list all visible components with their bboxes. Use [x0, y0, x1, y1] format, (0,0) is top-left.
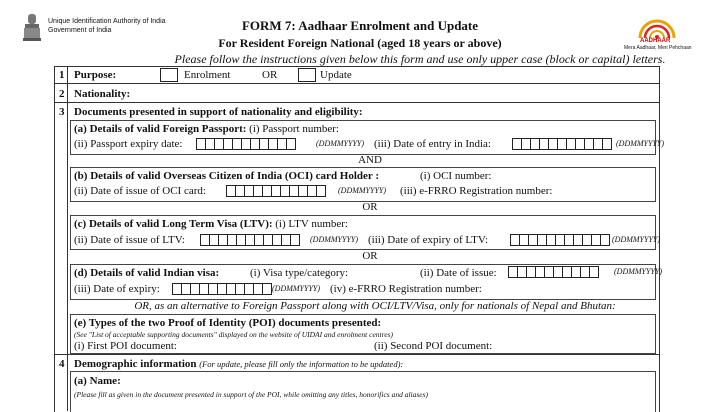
passport-number-field[interactable] — [346, 122, 650, 134]
aadhaar-logo-icon — [632, 10, 682, 50]
org-line2: Government of India — [48, 27, 112, 34]
ltv-issue-label: (ii) Date of issue of LTV: — [74, 234, 185, 246]
ltv-issue-format: (DDMMYYYY) — [310, 235, 359, 244]
form-subtitle: For Resident Foreign National (aged 18 years or above) — [218, 36, 502, 50]
visa-type-label: (i) Visa type/category: — [250, 267, 349, 279]
visa-expiry-format: (DDMMYYYY) — [272, 284, 321, 293]
visa-issue-format: (DDMMYYYY) — [614, 267, 663, 276]
update-checkbox[interactable] — [298, 68, 316, 82]
oci-issue-cells[interactable] — [226, 185, 325, 197]
row-number-1: 1 — [59, 69, 65, 81]
ltv-number-label: (i) LTV number: — [275, 218, 348, 230]
form-title: FORM 7: Aadhaar Enrolment and Update — [241, 18, 479, 33]
nepal-bhutan-note: OR, as an alternative to Foreign Passport along with OCI/LTV/Visa, only for nationals of Nepal and Bhutan: — [134, 300, 616, 312]
demographic-note: (For update, please fill only the information to be updated): — [199, 359, 404, 369]
visa-issue-cells[interactable] — [508, 266, 598, 278]
passport-expiry-label: (ii) Passport expiry date: — [74, 138, 183, 150]
instruction-text: Please follow the instructions given below this form and use only upper case (block or capital) letters. — [174, 52, 666, 66]
oci-number-label: (i) OCI number: — [420, 170, 492, 182]
visa-frro-label: (iv) e-FRRO Registration number: — [330, 283, 482, 295]
documents-label: Documents presented in support of nationality and eligibility: — [74, 106, 363, 118]
purpose-or: OR — [262, 69, 278, 81]
section-b-head: (b) Details of valid Overseas Citizen of India (OCI) card Holder : — [74, 170, 380, 182]
visa-type-field[interactable] — [356, 266, 416, 278]
second-poi-field[interactable] — [504, 339, 650, 351]
passport-expiry-format: (DDMMYYYY) — [316, 139, 365, 148]
passport-number-label: (i) Passport number: — [249, 123, 339, 135]
row-number-2: 2 — [59, 88, 65, 100]
ltv-expiry-cells[interactable] — [510, 234, 609, 246]
oci-issue-label: (ii) Date of issue of OCI card: — [74, 185, 206, 197]
section-c-head: (c) Details of valid Long Term Visa (LTV): (i) LTV number: — [74, 218, 348, 230]
visa-expiry-cells[interactable] — [172, 283, 271, 295]
ltv-number-field[interactable] — [382, 217, 650, 229]
entry-date-label: (iii) Date of entry in India: — [374, 138, 491, 150]
oci-issue-format: (DDMMYYYY) — [338, 186, 387, 195]
org-line1: Unique Identification Authority of India — [48, 18, 166, 25]
passport-expiry-cells[interactable] — [196, 138, 295, 150]
ltv-issue-cells[interactable] — [200, 234, 299, 246]
or-separator-1: OR — [362, 201, 378, 213]
row-number-4: 4 — [59, 358, 65, 370]
purpose-label: Purpose: — [74, 69, 117, 81]
or-separator-2: OR — [362, 250, 378, 262]
nationality-field[interactable] — [136, 86, 651, 100]
enrolment-checkbox[interactable] — [160, 68, 178, 82]
and-separator: AND — [358, 154, 382, 166]
enrolment-label: Enrolment — [184, 69, 231, 81]
name-note: (Please fill as given in the document presented in support of the POI, while omitting any titles, honorifics and aliases) — [74, 390, 429, 399]
ltv-expiry-label: (iii) Date of expiry of LTV: — [368, 234, 489, 246]
demographic-head: Demographic information (For update, please fill only the information to be updated): — [74, 358, 404, 370]
oci-number-field[interactable] — [500, 169, 650, 181]
visa-frro-field[interactable] — [500, 282, 650, 294]
section-d-head: (d) Details of valid Indian visa: — [74, 267, 220, 279]
ltv-expiry-format: (DDMMYYYY) — [612, 235, 661, 244]
name-label: (a) Name: — [74, 375, 121, 387]
logo-tagline: Mera Aadhaar, Meri Pehchaan — [624, 45, 692, 51]
row-number-3: 3 — [59, 106, 65, 118]
entry-date-format: (DDMMYYYY) — [616, 139, 665, 148]
section-e-note: (See "List of acceptable supporting documents" displayed on the website of UIDAI and enrolment centres) — [74, 330, 394, 339]
oci-frro-field[interactable] — [570, 184, 650, 196]
entry-date-cells[interactable] — [512, 138, 611, 150]
oci-frro-label: (iii) e-FRRO Registration number: — [400, 185, 553, 197]
second-poi-label: (ii) Second POI document: — [374, 340, 493, 352]
section-a-head: (a) Details of valid Foreign Passport: (i) Passport number: — [74, 123, 339, 135]
nationality-label: Nationality: — [74, 88, 131, 100]
visa-issue-label: (ii) Date of issue: — [420, 267, 497, 279]
update-label: Update — [320, 69, 352, 81]
first-poi-field[interactable] — [190, 339, 370, 351]
first-poi-label: (i) First POI document: — [74, 340, 177, 352]
logo-text: AADHAAR — [640, 38, 671, 44]
section-e-head: (e) Types of the two Proof of Identity (POI) documents presented: — [74, 317, 382, 329]
visa-expiry-label: (iii) Date of expiry: — [74, 283, 160, 295]
